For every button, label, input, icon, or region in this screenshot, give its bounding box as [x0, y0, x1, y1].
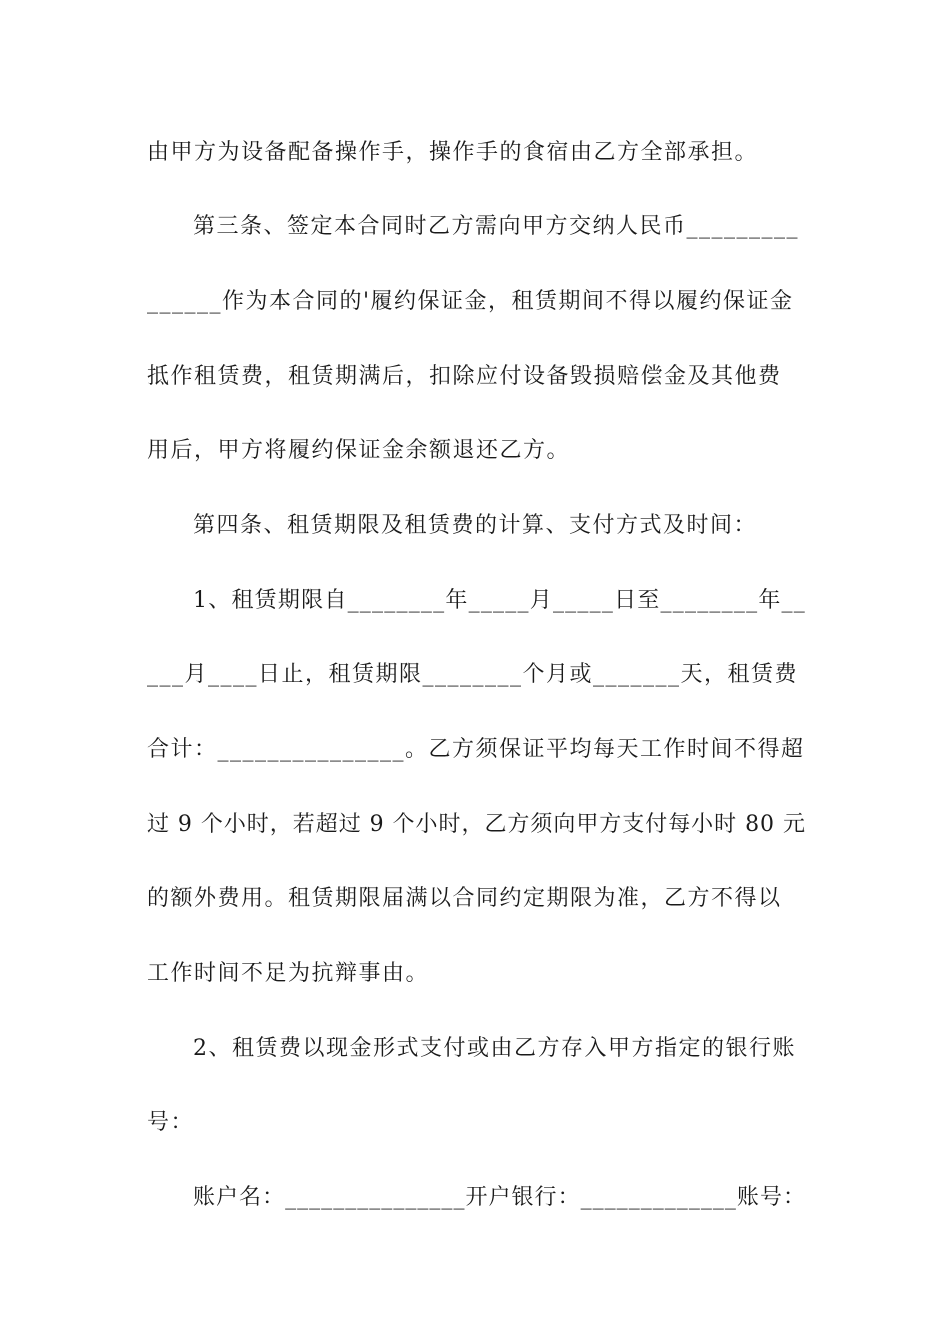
article-3-heading-line: 第三条、签定本合同时乙方需向甲方交纳人民币_________: [193, 214, 800, 239]
text-line-5: 用后，甲方将履约保证金余额退还乙方。: [147, 438, 571, 463]
clause-1-line-3: 合计：_______________。乙方须保证平均每天工作时间不得超: [147, 737, 805, 762]
text-line-4: 抵作租赁费，租赁期满后，扣除应付设备毁损赔偿金及其他费: [147, 364, 782, 389]
article-4-heading-line: 第四条、租赁期限及租赁费的计算、支付方式及时间：: [193, 513, 758, 538]
clause-1-line-5: 的额外费用。租赁期限届满以合同约定期限为准，乙方不得以: [147, 886, 782, 911]
account-info-line: 账户名：_______________开户银行：_____________账号：: [193, 1185, 807, 1210]
clause-1-line-4: 过 9 个小时，若超过 9 个小时，乙方须向甲方支付每小时 80 元: [147, 812, 806, 837]
clause-2-line-1: 2、租赁费以现金形式支付或由乙方存入甲方指定的银行账: [193, 1036, 796, 1061]
clause-1-line-2: ___月____日止，租赁期限________个月或_______天，租赁费: [147, 662, 799, 687]
text-line-3: ______作为本合同的'履约保证金，租赁期间不得以履约保证金: [147, 289, 794, 314]
clause-1-line-1: 1、租赁期限自________年_____月_____日至________年__: [193, 588, 806, 613]
clause-1-line-6: 工作时间不足为抗辩事由。: [147, 961, 430, 986]
text-line-1: 由甲方为设备配备操作手，操作手的食宿由乙方全部承担。: [147, 140, 759, 165]
clause-2-line-2: 号：: [147, 1110, 195, 1135]
